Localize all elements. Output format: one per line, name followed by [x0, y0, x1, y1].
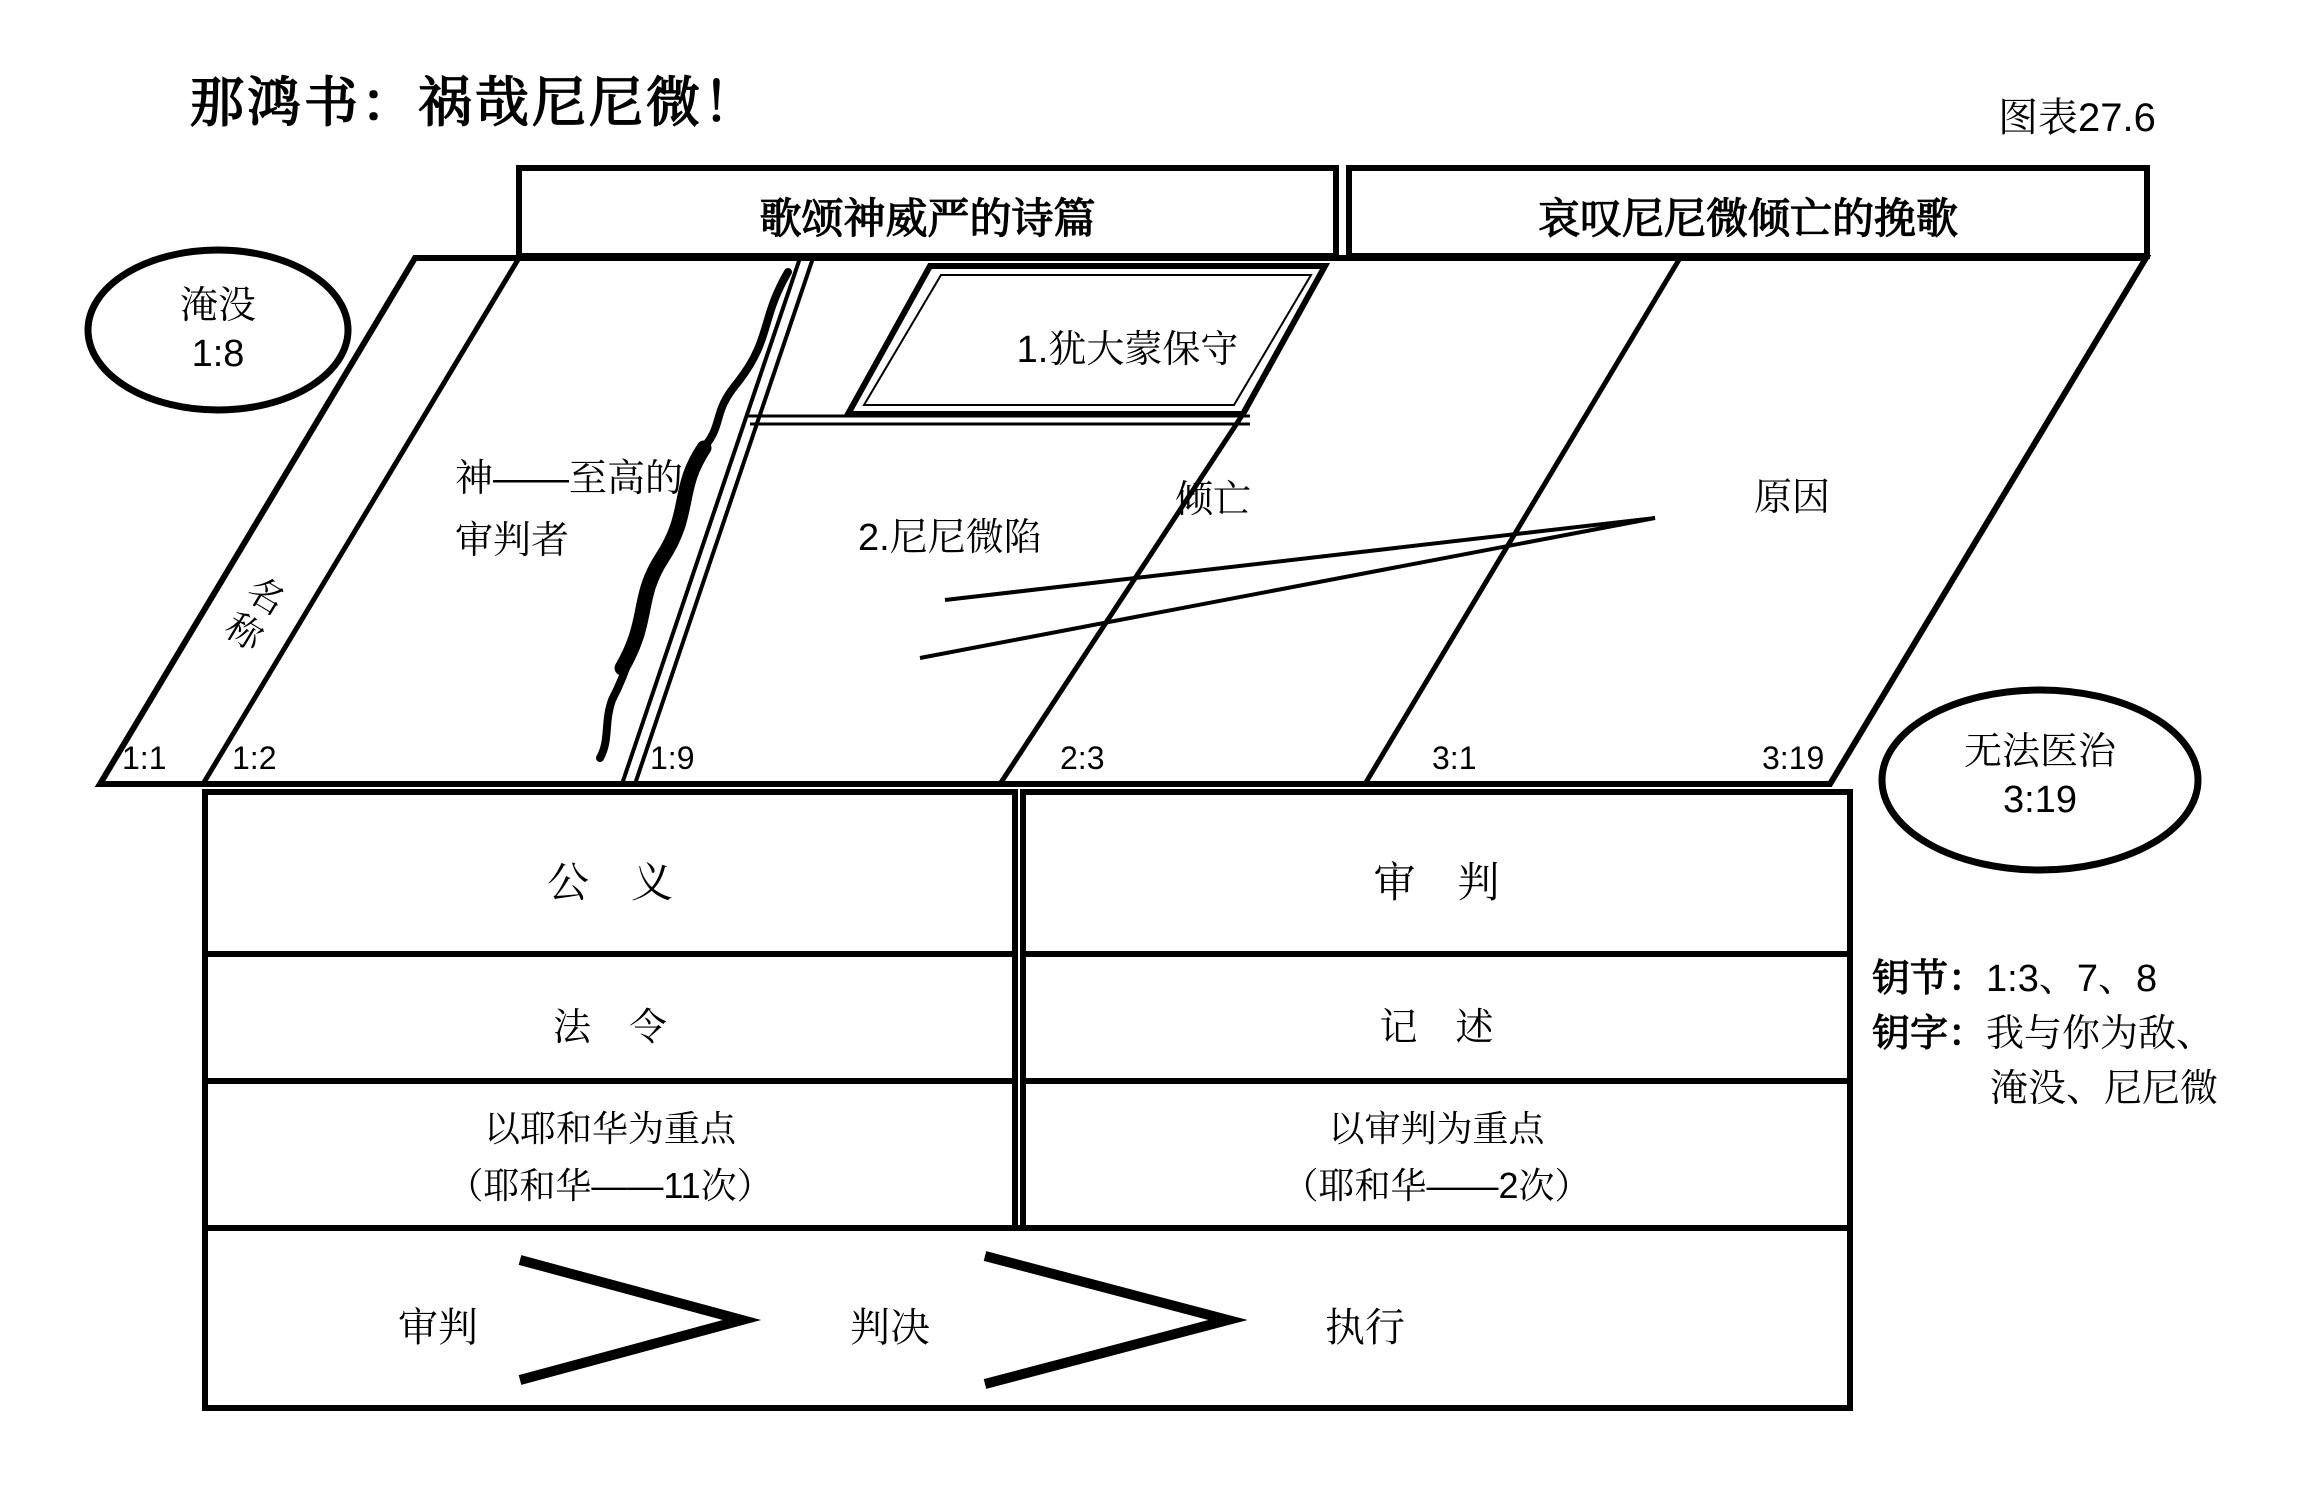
verse-ref-1-9: 1:9 — [650, 740, 695, 776]
cell-jehovah-focus — [205, 1100, 1015, 1214]
cell-justice: 公 义 — [546, 859, 673, 906]
key-word-value2: 淹没、尼尼微 — [1990, 1068, 2219, 1110]
verse-ref-3-1: 3:1 — [1432, 740, 1477, 776]
chevron-right-icon — [985, 1256, 1228, 1384]
process-step-execution: 执行 — [1325, 1306, 1405, 1350]
flood-verse: 1:8 — [191, 333, 245, 375]
key-notes — [1872, 952, 2218, 1117]
chevron-right-icon — [520, 1260, 742, 1380]
section-nineveh-fall: 2.尼尼微陷 — [858, 517, 1042, 559]
verse-ref-2-3: 2:3 — [1060, 740, 1105, 776]
cell-narrative: 记 述 — [1379, 1007, 1494, 1049]
key-verse-label: 钥节： — [1872, 958, 1987, 1000]
incurable-word: 无法医治 — [1963, 731, 2116, 773]
jehovah-focus-line2: （耶和华——11次） — [447, 1165, 773, 1206]
jehovah-focus-line1: 以耶和华为重点 — [483, 1108, 736, 1149]
judgment-focus-line2: （耶和华——2次） — [1282, 1165, 1591, 1206]
header-lament: 哀叹尼尼微倾亡的挽歌 — [1537, 195, 1958, 242]
section-cause: 原因 — [1753, 477, 1830, 519]
process-step-judgment: 审判 — [398, 1306, 478, 1350]
verse-ref-3-19: 3:19 — [1762, 740, 1825, 776]
flood-oval-label — [88, 282, 348, 378]
section-downfall: 倾亡 — [1174, 479, 1251, 521]
key-word-value1: 我与你为敌、 — [1986, 1013, 2215, 1055]
section-supreme-judge — [455, 448, 683, 572]
key-verse-value: 1:3、7、8 — [1986, 958, 2158, 1000]
supreme-judge-line2: 审判者 — [455, 520, 570, 562]
section-judah-kept: 1.犹大蒙保守 — [1016, 329, 1239, 371]
incurable-verse: 3:19 — [2003, 779, 2077, 821]
key-verse-line — [1872, 952, 2218, 1007]
chart-number: 图表27.6 — [1998, 96, 2156, 140]
key-word-line2 — [1872, 1062, 2218, 1117]
key-word-line1 — [1872, 1007, 2218, 1062]
incurable-oval-label — [1882, 728, 2198, 824]
flood-word: 淹没 — [179, 285, 256, 327]
judgment-focus-line1: 以审判为重点 — [1328, 1108, 1545, 1149]
verse-ref-1-2: 1:2 — [232, 740, 277, 776]
page-title: 那鸿书：祸哉尼尼微！ — [190, 73, 760, 133]
header-psalm: 歌颂神威严的诗篇 — [759, 195, 1096, 242]
supreme-judge-line1: 神——至高的 — [455, 458, 684, 500]
process-step-verdict: 判决 — [850, 1306, 930, 1350]
key-word-label: 钥字： — [1872, 1013, 1987, 1055]
cell-decree: 法 令 — [552, 1007, 667, 1049]
cell-judgment-focus — [1023, 1100, 1850, 1214]
verse-ref-1-1: 1:1 — [122, 740, 167, 776]
cell-judgment: 审 判 — [1373, 859, 1500, 906]
name-column-label: 名称 — [218, 568, 293, 659]
